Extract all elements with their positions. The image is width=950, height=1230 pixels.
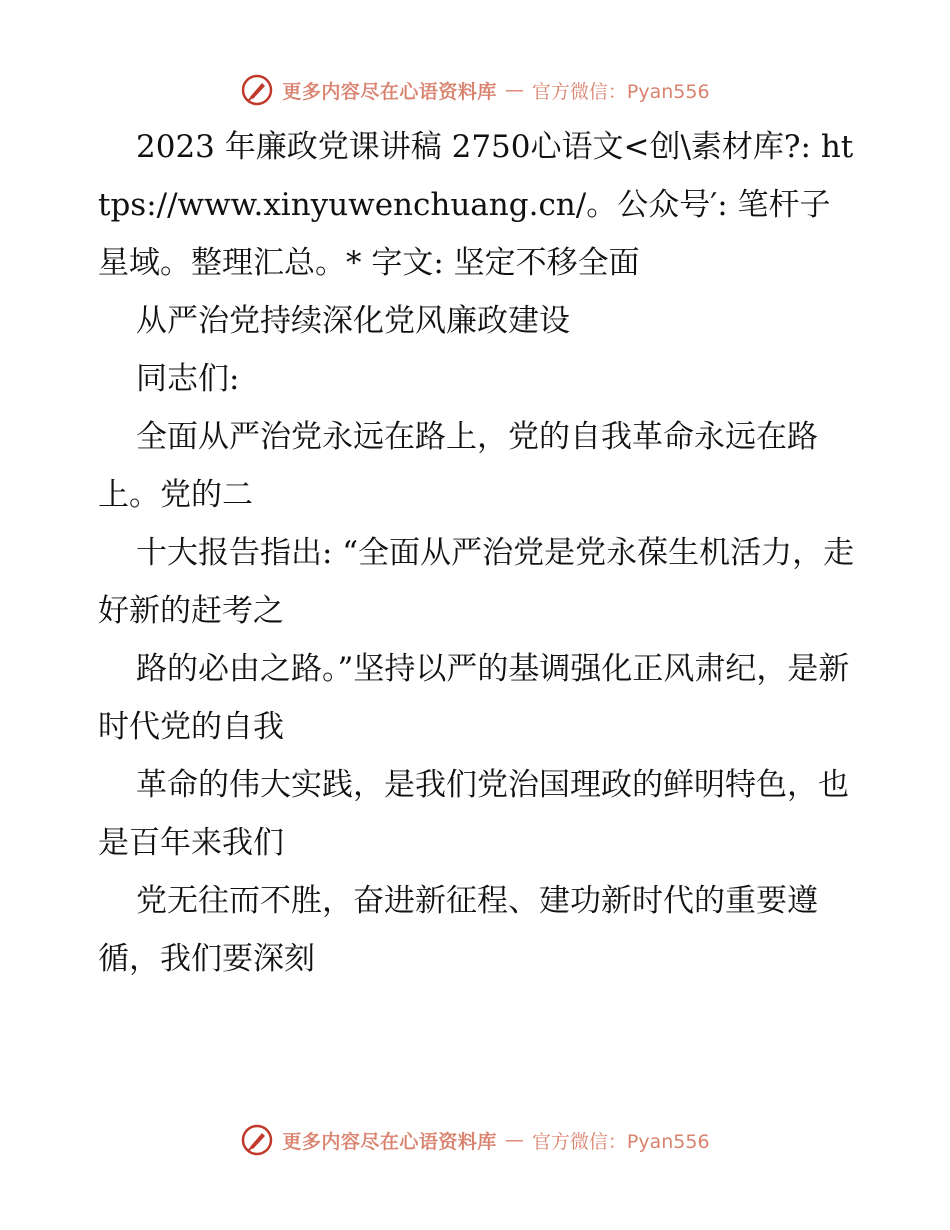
paragraph-title: 从严治党持续深化党风廉政建设 <box>136 303 570 339</box>
footer-banner-title: 更多内容尽在心语资料库 <box>282 1130 497 1153</box>
paragraph-salutation: 同志们: <box>136 361 240 397</box>
paragraph-body: 党无往而不胜，奋进新征程、建功新时代的重要遵循，我们要深刻 <box>98 883 818 977</box>
document-body <box>98 118 858 988</box>
header-banner-wechat: 官方微信：Pyan556 <box>531 80 710 103</box>
quill-logo-icon <box>240 73 274 107</box>
paragraph-body: 革命的伟大实践，是我们党治国理政的鲜明特色，也是百年来我们 <box>98 767 849 861</box>
header-banner-separator: — <box>504 79 524 101</box>
footer-banner <box>0 1120 950 1160</box>
footer-banner-separator: — <box>504 1129 524 1151</box>
header-banner <box>0 70 950 110</box>
paragraph-intro: 2023 年廉政党课讲稿 2750心语文<创\素材库?: https://www.xinyuwenchuang.cn/。公众号′: 笔杆子星域。整理汇总。* 字文: 坚定不移全面 <box>98 129 854 281</box>
paragraph-body: 全面从严治党永远在路上，党的自我革命永远在路上。党的二 <box>98 419 818 513</box>
footer-banner-wechat: 官方微信：Pyan556 <box>531 1130 710 1153</box>
header-banner-title: 更多内容尽在心语资料库 <box>282 80 497 103</box>
quill-logo-icon <box>240 1123 274 1157</box>
paragraph-body: 路的必由之路。”坚持以严的基调强化正风肃纪，是新时代党的自我 <box>98 651 850 745</box>
paragraph-body: 十大报告指出: “全面从严治党是党永葆生机活力，走好新的赶考之 <box>98 535 855 629</box>
